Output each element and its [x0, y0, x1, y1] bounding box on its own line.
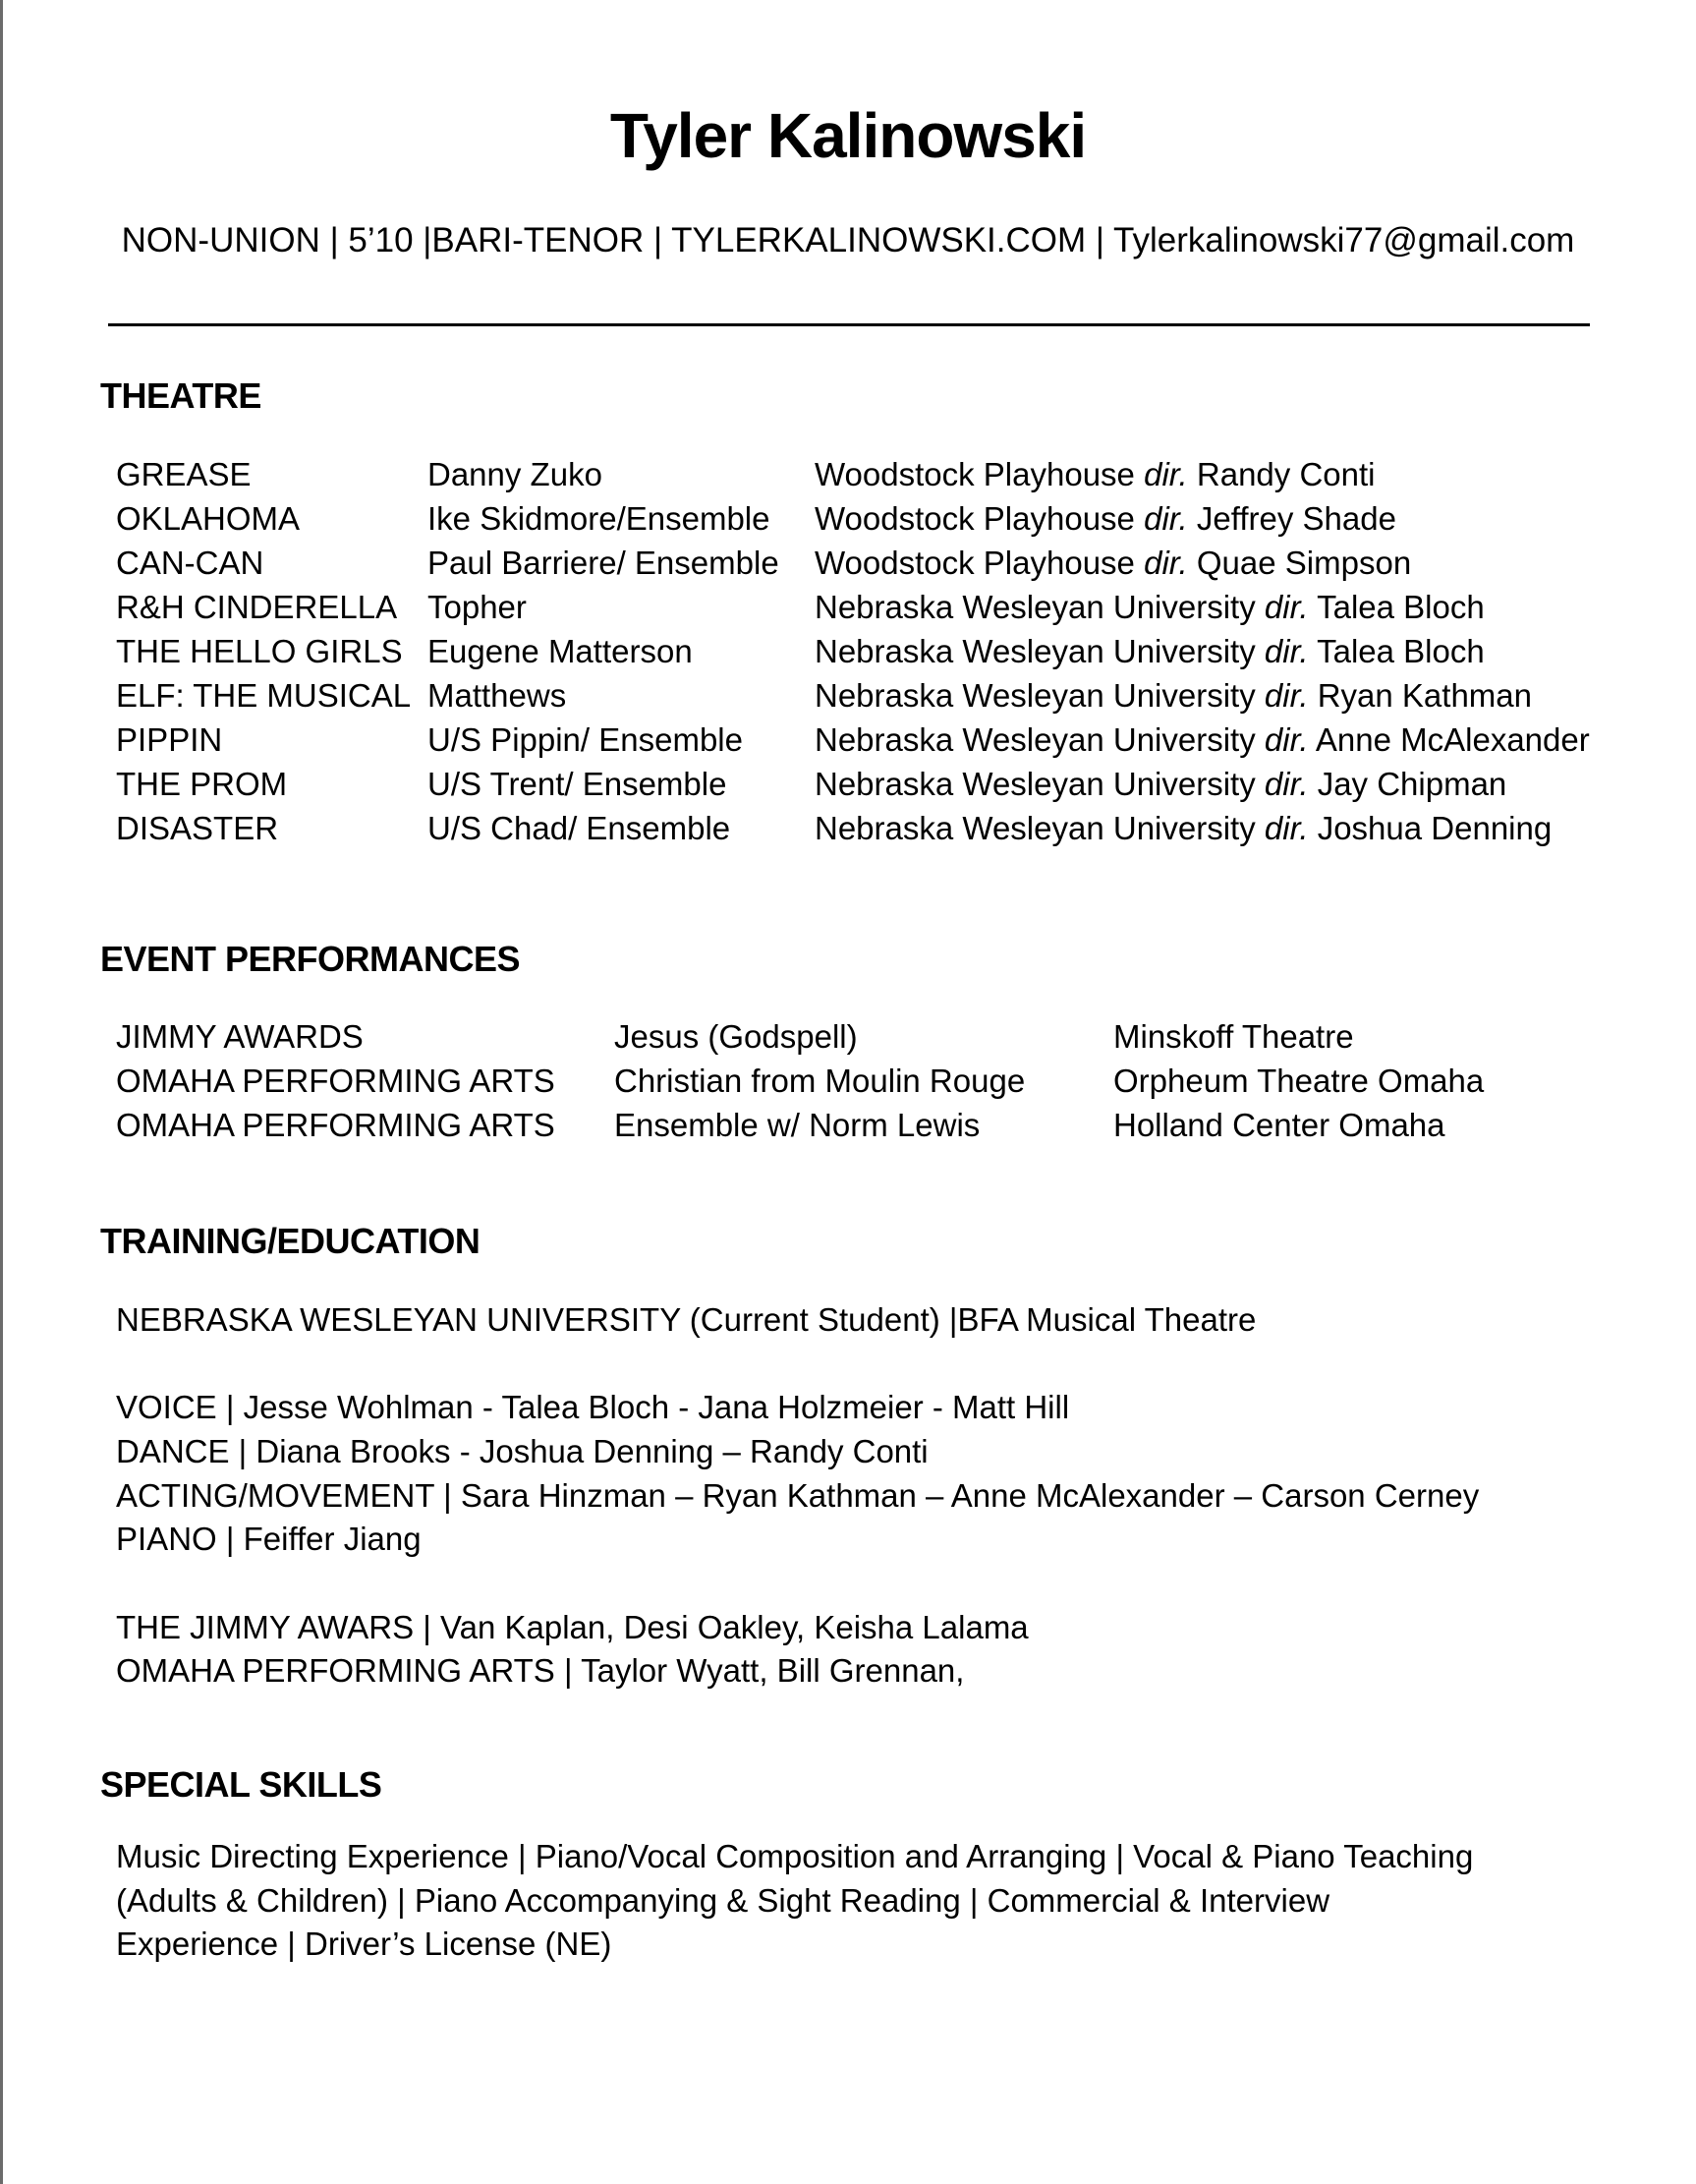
director: Talea Bloch: [1317, 633, 1485, 669]
director-label: dir.: [1264, 589, 1309, 625]
event-performances-heading: EVENT PERFORMANCES: [100, 939, 521, 979]
venue-credit: [815, 452, 1376, 496]
show-title: R&H CINDERELLA: [116, 589, 398, 625]
show-title: ELF: THE MUSICAL: [116, 677, 412, 714]
director: Jay Chipman: [1317, 766, 1507, 802]
director: Talea Bloch: [1317, 589, 1485, 625]
venue: Woodstock Playhouse: [815, 456, 1135, 492]
venue: Nebraska Wesleyan University: [815, 810, 1256, 846]
header-divider: [108, 323, 1590, 326]
theatre-heading: THEATRE: [100, 375, 261, 416]
skills-line: (Adults & Children) | Piano Accompanying & Sight Reading | Commercial & Interview: [116, 1882, 1330, 1919]
venue: Nebraska Wesleyan University: [815, 589, 1256, 625]
event-venue: Holland Center Omaha: [1113, 1107, 1445, 1143]
theatre-row: [0, 452, 1696, 496]
skills-line: Experience | Driver’s License (NE): [116, 1925, 612, 1962]
event-role: Jesus (Godspell): [614, 1018, 858, 1055]
event-role: Ensemble w/ Norm Lewis: [614, 1107, 981, 1143]
venue-credit: [815, 585, 1485, 629]
event-row: [0, 1103, 1696, 1147]
role: U/S Trent/ Ensemble: [427, 766, 727, 802]
event-venue: Orpheum Theatre Omaha: [1113, 1063, 1485, 1099]
venue-credit: [815, 718, 1590, 762]
theatre-row: [0, 806, 1696, 850]
theatre-row: [0, 496, 1696, 541]
show-title: THE HELLO GIRLS: [116, 633, 403, 669]
venue: Nebraska Wesleyan University: [815, 677, 1256, 714]
director: Jeffrey Shade: [1196, 500, 1396, 537]
event-name: JIMMY AWARDS: [116, 1018, 364, 1055]
show-title: CAN-CAN: [116, 545, 264, 581]
event-row: [0, 1059, 1696, 1103]
training-voice: VOICE | Jesse Wohlman - Talea Bloch - Jana Holzmeier - Matt Hill: [116, 1389, 1070, 1425]
resume-name: Tyler Kalinowski: [609, 100, 1087, 171]
role: U/S Chad/ Ensemble: [427, 810, 731, 846]
training-piano: PIANO | Feiffer Jiang: [116, 1521, 422, 1557]
show-title: PIPPIN: [116, 721, 223, 758]
director-label: dir.: [1144, 500, 1188, 537]
venue: Woodstock Playhouse: [815, 545, 1135, 581]
venue-credit: [815, 629, 1485, 673]
director-label: dir.: [1264, 677, 1309, 714]
venue-credit: [815, 762, 1506, 806]
training-heading: TRAINING/EDUCATION: [100, 1221, 481, 1261]
event-row: [0, 1014, 1696, 1059]
director-label: dir.: [1264, 633, 1309, 669]
theatre-row: [0, 718, 1696, 762]
role: Topher: [427, 589, 527, 625]
venue-credit: [815, 673, 1532, 718]
director: Joshua Denning: [1317, 810, 1553, 846]
training-acting: ACTING/MOVEMENT | Sara Hinzman – Ryan Kathman – Anne McAlexander – Carson Cerney: [116, 1477, 1480, 1514]
venue: Nebraska Wesleyan University: [815, 633, 1256, 669]
director: Quae Simpson: [1196, 545, 1412, 581]
training-jimmy-awards: THE JIMMY AWARS | Van Kaplan, Desi Oakley, Keisha Lalama: [116, 1609, 1029, 1645]
theatre-row: [0, 762, 1696, 806]
skills-line: Music Directing Experience | Piano/Vocal Composition and Arranging | Vocal & Piano Teaching: [116, 1838, 1474, 1874]
venue: Nebraska Wesleyan University: [815, 721, 1256, 758]
director-label: dir.: [1264, 721, 1309, 758]
role: Matthews: [427, 677, 567, 714]
venue-credit: [815, 541, 1411, 585]
theatre-row: [0, 585, 1696, 629]
role: Eugene Matterson: [427, 633, 693, 669]
show-title: GREASE: [116, 456, 252, 492]
event-venue: Minskoff Theatre: [1113, 1018, 1354, 1055]
show-title: THE PROM: [116, 766, 288, 802]
theatre-row: [0, 541, 1696, 585]
director-label: dir.: [1144, 545, 1188, 581]
director: Ryan Kathman: [1317, 677, 1532, 714]
director-label: dir.: [1264, 766, 1309, 802]
show-title: DISASTER: [116, 810, 279, 846]
venue-credit: [815, 496, 1396, 541]
venue: Woodstock Playhouse: [815, 500, 1135, 537]
director: Anne McAlexander: [1315, 721, 1590, 758]
role: Paul Barriere/ Ensemble: [427, 545, 779, 581]
theatre-row: [0, 673, 1696, 718]
event-name: OMAHA PERFORMING ARTS: [116, 1107, 555, 1143]
director-label: dir.: [1144, 456, 1188, 492]
role: U/S Pippin/ Ensemble: [427, 721, 743, 758]
role: Ike Skidmore/Ensemble: [427, 500, 770, 537]
training-omaha: OMAHA PERFORMING ARTS | Taylor Wyatt, Bill Grennan,: [116, 1652, 965, 1689]
event-role: Christian from Moulin Rouge: [614, 1063, 1026, 1099]
venue-credit: [815, 806, 1552, 850]
show-title: OKLAHOMA: [116, 500, 301, 537]
director: Randy Conti: [1196, 456, 1376, 492]
special-skills-heading: SPECIAL SKILLS: [100, 1764, 382, 1805]
training-school: NEBRASKA WESLEYAN UNIVERSITY (Current Student) |BFA Musical Theatre: [116, 1301, 1257, 1338]
venue: Nebraska Wesleyan University: [815, 766, 1256, 802]
training-dance: DANCE | Diana Brooks - Joshua Denning – Randy Conti: [116, 1433, 929, 1469]
theatre-row: [0, 629, 1696, 673]
contact-line: NON-UNION | 5’10 |BARI-TENOR | TYLERKALINOWSKI.COM | Tylerkalinowski77@gmail.com: [121, 221, 1575, 259]
role: Danny Zuko: [427, 456, 602, 492]
event-name: OMAHA PERFORMING ARTS: [116, 1063, 555, 1099]
director-label: dir.: [1264, 810, 1309, 846]
